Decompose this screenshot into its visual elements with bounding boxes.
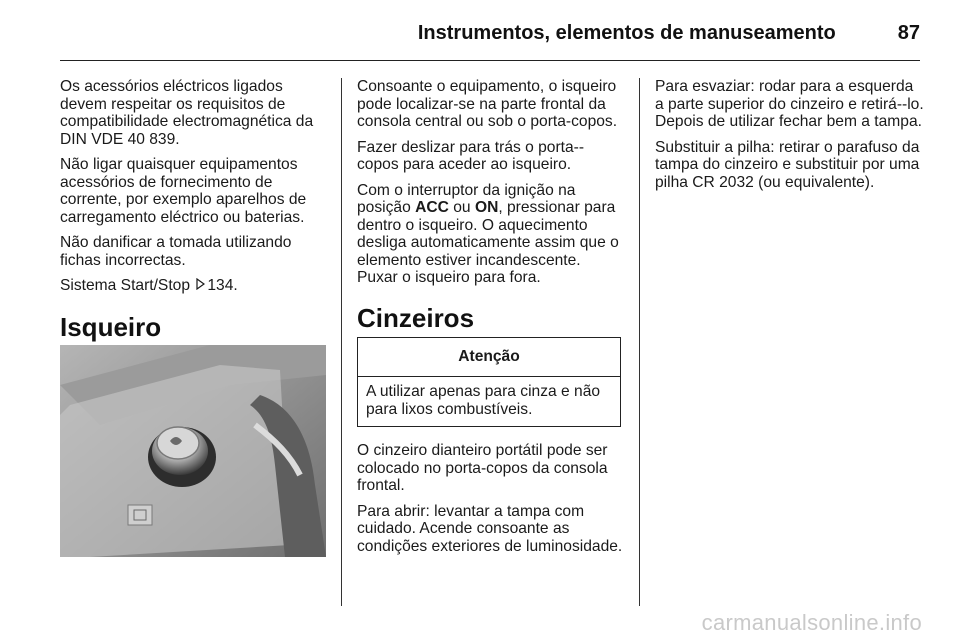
paragraph: Fazer deslizar para trás o porta--copos para aceder ao isqueiro. (357, 138, 585, 173)
text-span: Com o interruptor da ignição na posição (357, 181, 576, 216)
caution-body: A utilizar apenas para cinza e não para lixos combustíveis. (366, 383, 601, 418)
page-header (60, 20, 920, 46)
column-divider-2 (639, 78, 640, 606)
paragraph: Os acessórios eléctricos ligados devem respeitar os requisitos de compatibilidade electromagnética da DIN VDE 40 839. (60, 78, 314, 148)
column-divider-1 (341, 78, 342, 606)
paragraph: Para abrir: levantar a tampa com cuidado. Acende consoante as condições exteriores de luminosidade. (357, 502, 623, 555)
column-1 (60, 78, 326, 303)
paragraph: Substituir a pilha: retirar o parafuso da tampa do cinzeiro e substituir por uma pilha CR 2032 (ou equivalente). (655, 138, 920, 191)
page-number: 87 (897, 21, 920, 44)
section-heading-isqueiro: Isqueiro (60, 312, 162, 342)
paragraph: O cinzeiro dianteiro portátil pode ser colocado no porta-copos da consola frontal. (357, 442, 608, 494)
column-2 (357, 78, 623, 295)
header-rule (60, 60, 920, 61)
caution-box (357, 337, 621, 427)
paragraph: Consoante o equipamento, o isqueiro pode localizar-se na parte frontal da consola central ou sob o porta-copos. (357, 78, 618, 130)
cigarette-lighter-photo (60, 345, 326, 557)
section-heading-cinzeiros: Cinzeiros (357, 303, 475, 333)
header-title: Instrumentos, elementos de manuseamento (417, 21, 836, 44)
column-2-lower (357, 442, 623, 563)
paragraph (357, 182, 623, 287)
text-span: ou (453, 199, 471, 216)
paragraph: Para esvaziar: rodar para a esquerda a parte superior do cinzeiro e retirá--lo. Depois de utilizar fechar bem a tampa. (655, 78, 924, 130)
paragraph: Não ligar quaisquer equipamentos acessórios de fornecimento de corrente, por exemplo aparelhos de carregamento eléctrico ou baterias. (60, 156, 307, 226)
ignition-on-label: ON (474, 199, 499, 216)
reference-link[interactable]: 134. (207, 277, 238, 294)
reference-text: Sistema Start/Stop (60, 277, 191, 294)
text-span: , pressionar para dentro o isqueiro. O aquecimento desliga automaticamente assim que o elemento estiver incandescente. Puxar o isqueiro para fora. (357, 199, 619, 286)
watermark: carmanualsonline.info (701, 610, 922, 635)
ignition-acc-label: ACC (415, 199, 449, 216)
caution-title: Atenção (358, 338, 620, 377)
page-reference-arrow-icon (196, 277, 205, 295)
paragraph: Não danificar a tomada utilizando fichas incorrectas. (60, 234, 292, 269)
column-3 (655, 78, 925, 199)
paragraph-page-reference (60, 277, 326, 295)
